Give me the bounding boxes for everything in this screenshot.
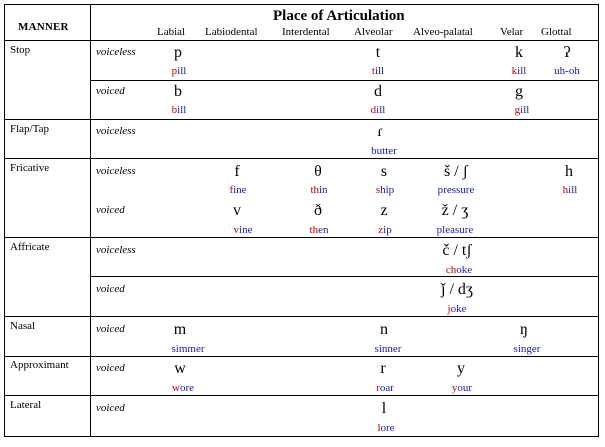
- ipa-symbol: y: [457, 360, 465, 377]
- voicing-label: voiced: [96, 204, 125, 216]
- ipa-symbol: ŋ: [520, 321, 528, 338]
- example-word: kill: [511, 65, 527, 77]
- voicing-label: voiceless: [96, 125, 136, 137]
- ipa-symbol: ð: [314, 202, 322, 219]
- ipa-symbol: r: [380, 360, 386, 377]
- example-word: pill: [171, 65, 187, 77]
- example-word: joke: [447, 303, 467, 315]
- header-divider: [4, 40, 599, 41]
- ipa-symbol: t: [375, 44, 381, 61]
- ipa-symbol: f: [234, 163, 240, 180]
- ipa-symbol: v: [233, 202, 241, 219]
- example-word: wore: [172, 382, 194, 394]
- column-header-labial: Labial: [157, 26, 186, 38]
- ipa-symbol: ž / ʒ: [441, 202, 469, 219]
- example-word: simmer: [171, 343, 205, 355]
- consonant-chart-frame: [4, 4, 599, 437]
- ipa-symbol: θ: [314, 163, 322, 180]
- column-header-interdental: Interdental: [282, 26, 330, 38]
- stop-voicing-divider: [90, 80, 599, 81]
- ipa-symbol: b: [174, 83, 182, 100]
- ipa-symbol: s: [380, 163, 388, 180]
- example-word: fine: [229, 184, 247, 196]
- example-word: roar: [376, 382, 394, 394]
- manner-label-nasal: Nasal: [10, 320, 36, 332]
- column-header-alveo-palatal: Alveo-palatal: [413, 26, 473, 38]
- example-word: thin: [310, 184, 328, 196]
- example-word: singer: [513, 343, 541, 355]
- ipa-symbol: w: [174, 360, 186, 377]
- manner-header: MANNER: [18, 21, 69, 33]
- column-header-glottal: Glottal: [541, 26, 572, 38]
- example-word: zip: [378, 224, 392, 236]
- row-divider: [4, 158, 599, 159]
- manner-label-approximant: Approximant: [10, 359, 69, 371]
- voicing-label: voiced: [96, 402, 125, 414]
- manner-label-lateral: Lateral: [10, 399, 42, 411]
- ipa-symbol: č / tʃ: [442, 242, 472, 259]
- example-word: pressure: [437, 184, 475, 196]
- voicing-label: voiced: [96, 283, 125, 295]
- column-header-velar: Velar: [500, 26, 524, 38]
- manner-label-flap: Flap/Tap: [10, 123, 49, 135]
- ipa-symbol: ɾ: [377, 123, 383, 140]
- row-divider: [4, 316, 599, 317]
- ipa-symbol: m: [173, 321, 187, 338]
- row-divider: [4, 395, 599, 396]
- ipa-symbol: n: [380, 321, 388, 338]
- ipa-symbol: g: [515, 83, 523, 100]
- example-word: till: [371, 65, 385, 77]
- voicing-label: voiced: [96, 362, 125, 374]
- row-divider: [4, 237, 599, 238]
- voicing-label: voiceless: [96, 244, 136, 256]
- example-word: bill: [171, 104, 187, 116]
- ipa-symbol: ǰ / dʒ: [441, 281, 473, 298]
- ipa-symbol: z: [380, 202, 388, 219]
- example-word: uh-oh: [554, 65, 580, 77]
- manner-label-fricative: Fricative: [10, 162, 50, 174]
- example-word: lore: [377, 422, 395, 434]
- ipa-symbol: p: [174, 44, 182, 61]
- example-word: vine: [233, 224, 253, 236]
- example-word: dill: [370, 104, 386, 116]
- ipa-symbol: ʔ: [563, 44, 571, 61]
- row-divider: [4, 356, 599, 357]
- example-word: pleasure: [436, 224, 474, 236]
- ipa-symbol: h: [565, 163, 573, 180]
- example-word: ship: [375, 184, 395, 196]
- ipa-symbol: l: [381, 400, 387, 417]
- column-header-labiodental: Labiodental: [205, 26, 258, 38]
- manner-label-stop: Stop: [10, 44, 31, 56]
- voicing-label: voiceless: [96, 165, 136, 177]
- example-word: your: [451, 382, 473, 394]
- ipa-symbol: d: [374, 83, 382, 100]
- manner-column-divider: [90, 4, 91, 437]
- example-word: gill: [514, 104, 530, 116]
- voicing-label: voiced: [96, 323, 125, 335]
- voicing-label: voiceless: [96, 46, 136, 58]
- affricate-voicing-divider: [90, 276, 599, 277]
- manner-label-affricate: Affricate: [10, 241, 50, 253]
- example-word: butter: [371, 145, 397, 157]
- column-header-alveolar: Alveolar: [354, 26, 393, 38]
- ipa-symbol: k: [515, 44, 523, 61]
- example-word: then: [309, 224, 329, 236]
- voicing-label: voiced: [96, 85, 125, 97]
- example-word: sinner: [374, 343, 402, 355]
- ipa-symbol: š / ʃ: [444, 163, 468, 180]
- row-divider: [4, 119, 599, 120]
- example-word: hill: [562, 184, 578, 196]
- place-of-articulation-header: Place of Articulation: [273, 8, 405, 24]
- example-word: choke: [445, 264, 473, 276]
